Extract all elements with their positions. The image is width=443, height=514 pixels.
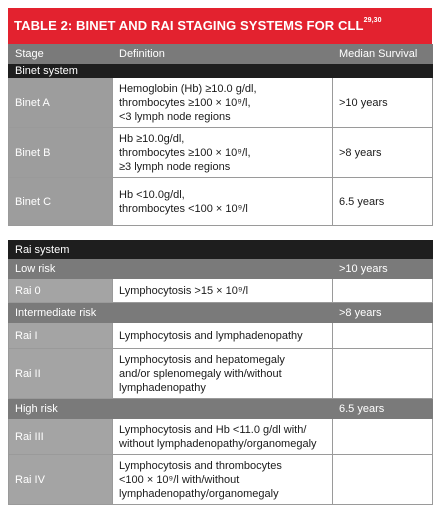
definition-cell bbox=[113, 349, 333, 399]
definition-cell bbox=[113, 419, 333, 455]
definition-line: lymphadenopathy/organomegaly bbox=[119, 487, 279, 500]
table-header-row bbox=[9, 45, 433, 64]
definition-line: Hb ≥10.0g/dl, bbox=[119, 132, 185, 145]
definition-cell bbox=[113, 323, 333, 349]
definition-line: Hemoglobin (Hb) ≥10.0 g/dl, bbox=[119, 82, 257, 95]
survival-cell: >10 years bbox=[333, 78, 433, 128]
survival-cell: 6.5 years bbox=[333, 178, 433, 226]
stage-cell: Rai II bbox=[9, 349, 113, 399]
rai-section-label: Rai system bbox=[9, 241, 433, 259]
title-reference: 29,30 bbox=[363, 17, 382, 24]
definition-line: Hb <10.0g/dl, bbox=[119, 188, 185, 201]
survival-cell bbox=[333, 455, 433, 505]
definition-line: <100 × 10⁹/l with/without bbox=[119, 473, 240, 486]
table-row bbox=[9, 419, 433, 455]
survival-cell bbox=[333, 279, 433, 303]
table-gap bbox=[8, 226, 432, 240]
table-row bbox=[9, 455, 433, 505]
definition-line: and/or splenomegaly with/without bbox=[119, 367, 282, 380]
survival-cell bbox=[333, 419, 433, 455]
survival-cell bbox=[333, 349, 433, 399]
definition-line: thrombocytes ≥100 × 10⁹/l, bbox=[119, 96, 251, 109]
survival-cell: >8 years bbox=[333, 128, 433, 178]
risk-label: High risk bbox=[9, 399, 333, 419]
staging-table-figure bbox=[8, 8, 432, 505]
stage-cell: Binet C bbox=[9, 178, 113, 226]
survival-cell bbox=[333, 323, 433, 349]
definition-cell bbox=[113, 279, 333, 303]
definition-line: Lymphocytosis >15 × 10⁹/l bbox=[119, 284, 249, 297]
table-row bbox=[9, 178, 433, 226]
header-definition: Definition bbox=[113, 45, 333, 64]
binet-section-label: Binet system bbox=[9, 64, 433, 78]
stage-cell: Binet B bbox=[9, 128, 113, 178]
rai-table bbox=[8, 240, 433, 505]
risk-survival: >8 years bbox=[333, 303, 433, 323]
table-row bbox=[9, 349, 433, 399]
stage-cell: Rai I bbox=[9, 323, 113, 349]
header-stage: Stage bbox=[9, 45, 113, 64]
stage-cell: Rai 0 bbox=[9, 279, 113, 303]
table-row bbox=[9, 279, 433, 303]
definition-line: lymphadenopathy bbox=[119, 381, 206, 394]
binet-table bbox=[8, 44, 433, 226]
definition-line: Lymphocytosis and hepatomegaly bbox=[119, 353, 285, 366]
definition-cell bbox=[113, 178, 333, 226]
definition-cell bbox=[113, 455, 333, 505]
table-row bbox=[9, 323, 433, 349]
definition-line: <3 lymph node regions bbox=[119, 110, 231, 123]
stage-cell: Rai III bbox=[9, 419, 113, 455]
risk-row-intermediate bbox=[9, 303, 433, 323]
risk-row-low bbox=[9, 259, 433, 279]
table-title: TABLE 2: BINET AND RAI STAGING SYSTEMS FOR CLL$^{29,30}$ bbox=[8, 8, 432, 44]
binet-section-row bbox=[9, 64, 433, 78]
definition-line: thrombocytes ≥100 × 10⁹/l, bbox=[119, 146, 251, 159]
risk-label: Low risk bbox=[9, 259, 333, 279]
definition-line: thrombocytes <100 × 10⁹/l bbox=[119, 202, 248, 215]
definition-line: without lymphadenopathy/organomegaly bbox=[119, 437, 317, 450]
definition-line: Lymphocytosis and Hb <11.0 g/dl with/ bbox=[119, 423, 307, 436]
rai-section-row bbox=[9, 241, 433, 259]
risk-survival: 6.5 years bbox=[333, 399, 433, 419]
definition-line: ≥3 lymph node regions bbox=[119, 160, 231, 173]
table-row bbox=[9, 128, 433, 178]
header-survival: Median Survival bbox=[333, 45, 433, 64]
risk-label: Intermediate risk bbox=[9, 303, 333, 323]
stage-cell: Rai IV bbox=[9, 455, 113, 505]
definition-cell bbox=[113, 128, 333, 178]
definition-line: Lymphocytosis and thrombocytes bbox=[119, 459, 282, 472]
stage-cell: Binet A bbox=[9, 78, 113, 128]
table-row bbox=[9, 78, 433, 128]
risk-survival: >10 years bbox=[333, 259, 433, 279]
definition-line: Lymphocytosis and lymphadenopathy bbox=[119, 329, 303, 342]
risk-row-high bbox=[9, 399, 433, 419]
definition-cell bbox=[113, 78, 333, 128]
